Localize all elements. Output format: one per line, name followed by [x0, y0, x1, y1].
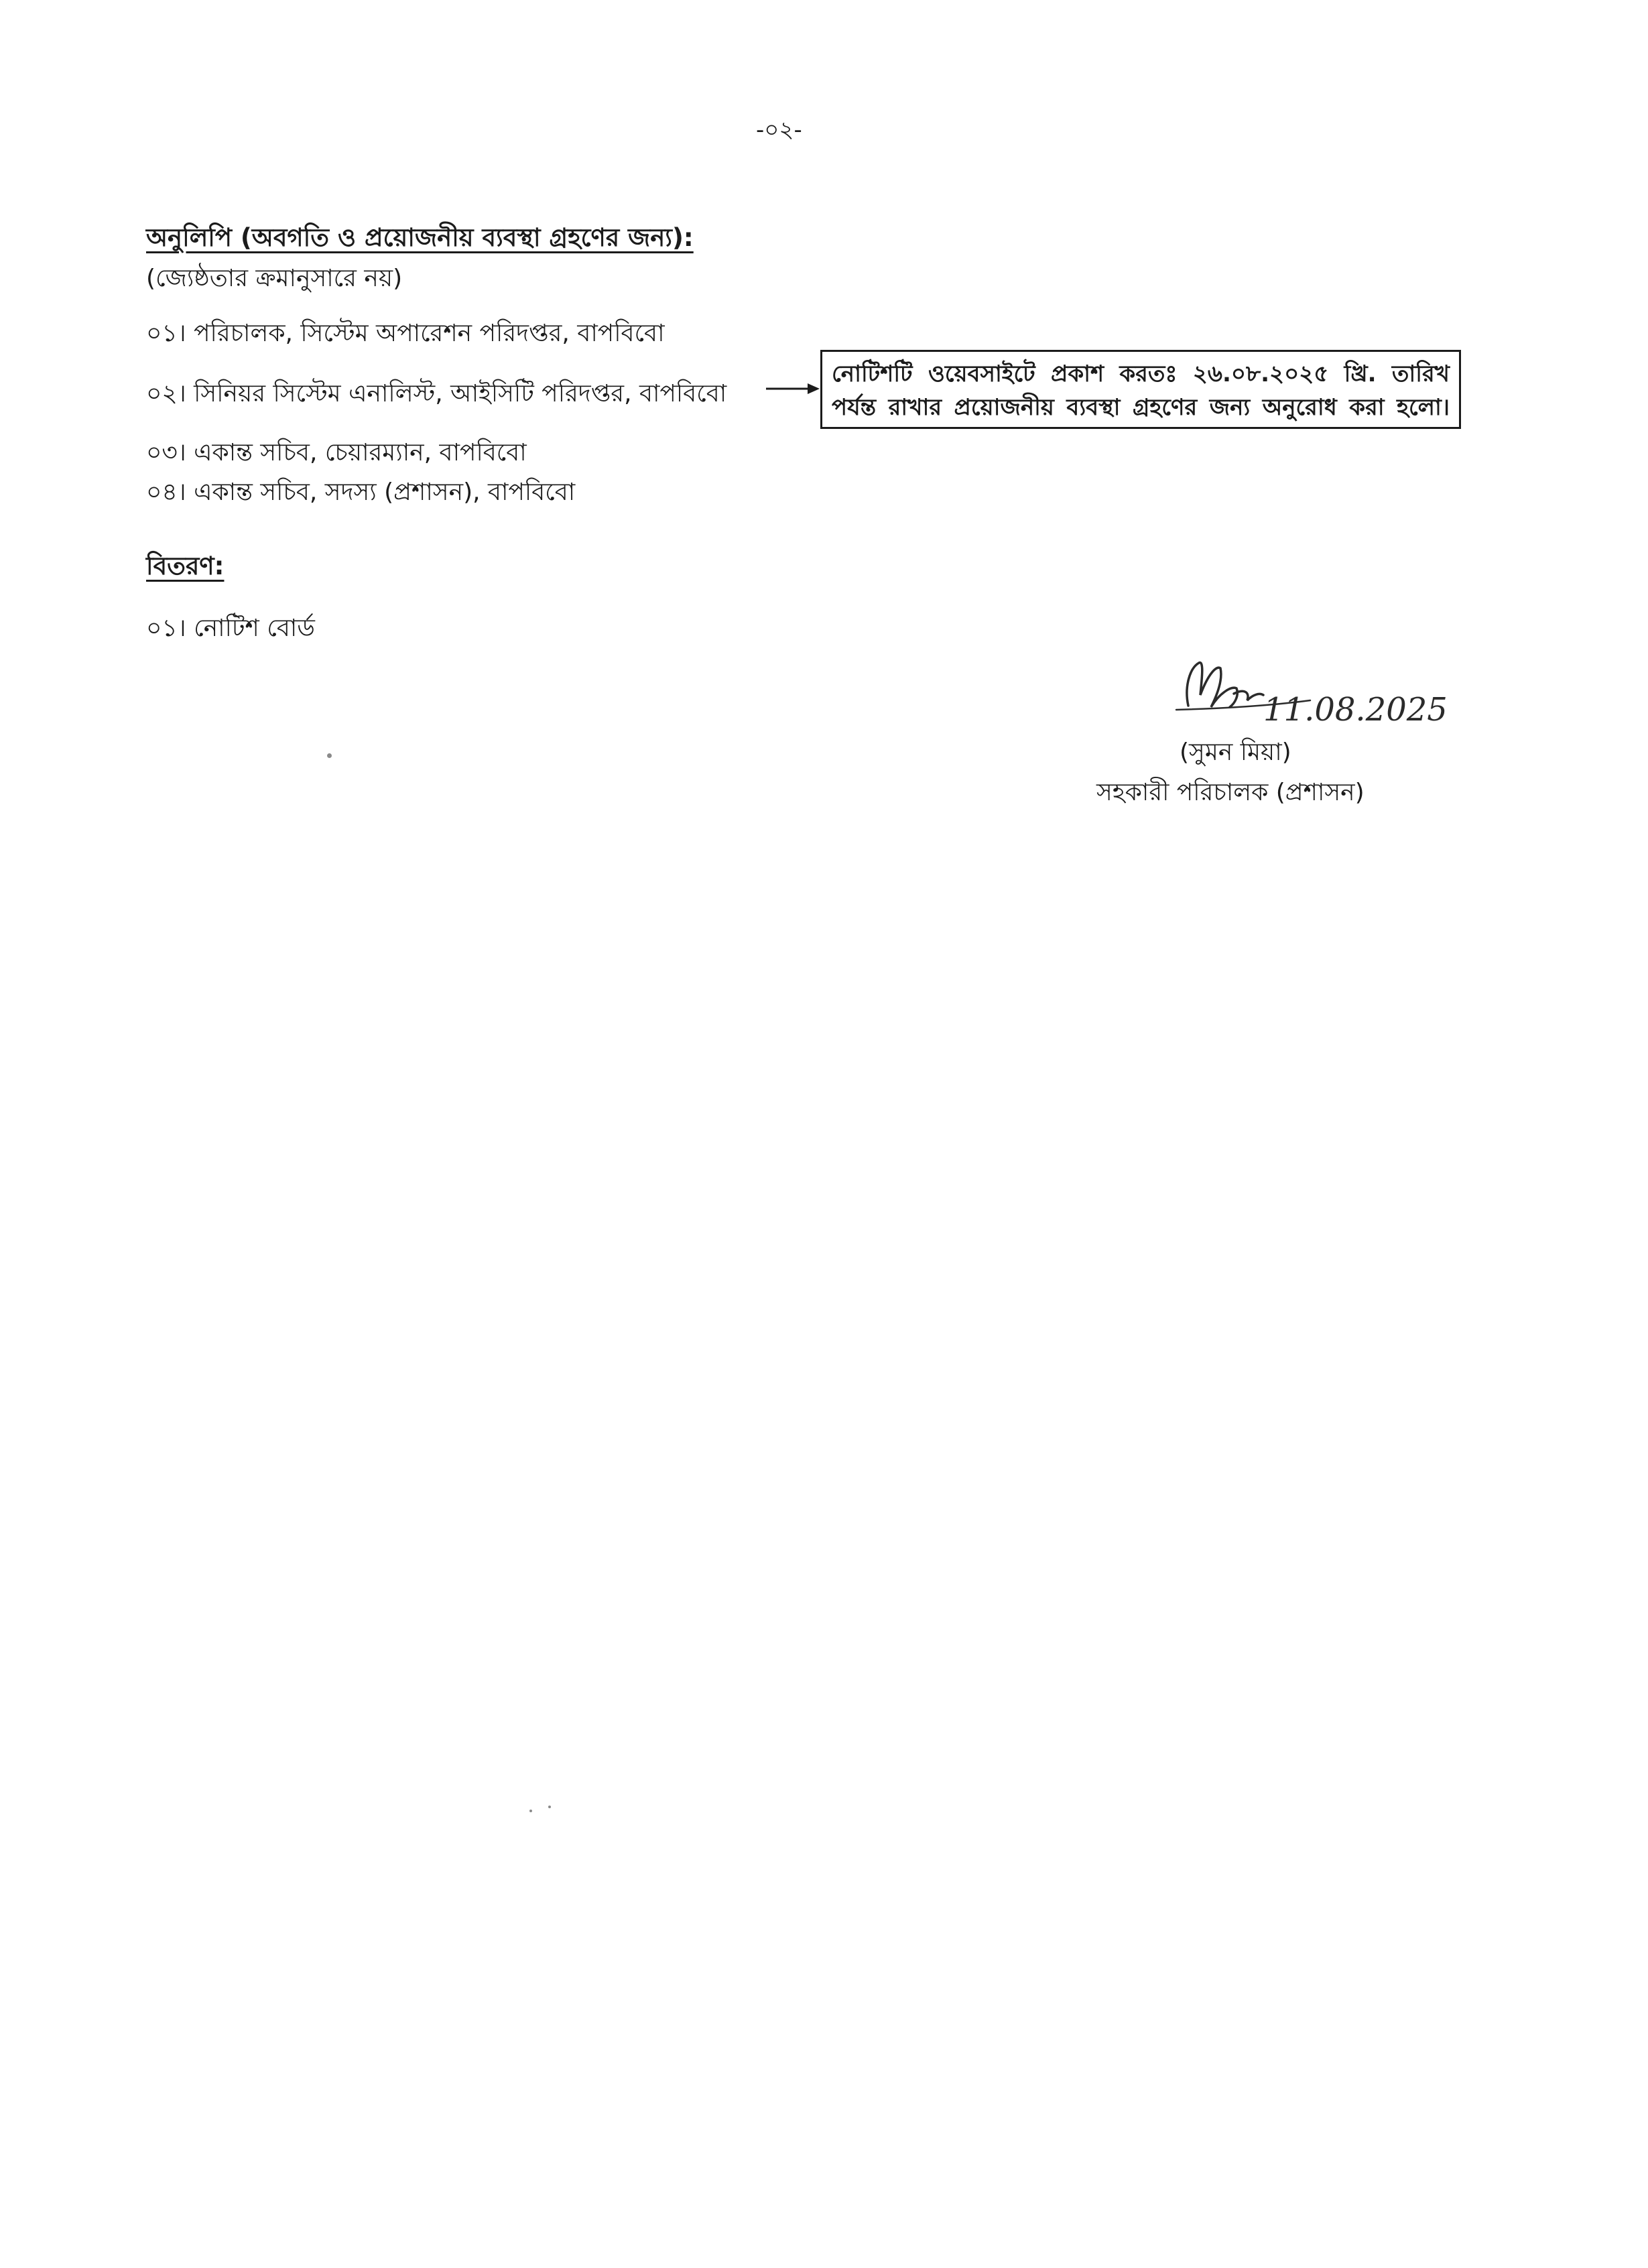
copy-item: ০৩। একান্ত সচিব, চেয়ারম্যান, বাপবিবো: [146, 439, 527, 466]
copy-item: ০১। পরিচালক, সিস্টেম অপারেশন পরিদপ্তর, বাপবিবো: [146, 320, 665, 347]
distribution-item: ০১। নোটিশ বোর্ড: [146, 615, 315, 642]
distribution-heading: বিতরণ:: [146, 552, 225, 580]
copy-item: ০২। সিনিয়র সিস্টেম এনালিস্ট, আইসিটি পরিদপ্তর, বাপবিবো: [146, 380, 727, 407]
handwritten-signature: [1169, 653, 1451, 727]
copy-subnote: (জ্যেষ্ঠতার ক্রমানুসারে নয়): [146, 265, 403, 292]
copy-heading: অনুলিপি (অবগতি ও প্রয়োজনীয় ব্যবস্থা গ্রহণের জন্য):: [146, 223, 694, 252]
scan-speck: [548, 1806, 551, 1808]
scan-speck: [327, 753, 332, 758]
arrow-right-icon: [766, 375, 820, 402]
signer-name: (সুমন মিয়া): [1180, 739, 1291, 766]
copy-item: ০৪। একান্ত সচিব, সদস্য (প্রশাসন), বাপবিবো: [146, 479, 576, 506]
scan-speck: [529, 1810, 532, 1812]
website-publish-note: নোটিশটি ওয়েবসাইটে প্রকাশ করতঃ ২৬.০৮.২০২৫ খ্রি. তারিখ পর্যন্ত রাখার প্রয়োজনীয় ব্যবস্থা গ্রহণের জন্য অনুরোধ করা হলো।: [820, 350, 1461, 429]
signature-date: 11.08.2025: [1263, 691, 1448, 727]
signer-title: সহকারী পরিচালক (প্রশাসন): [1096, 779, 1365, 806]
page-number: -০২-: [756, 117, 802, 143]
